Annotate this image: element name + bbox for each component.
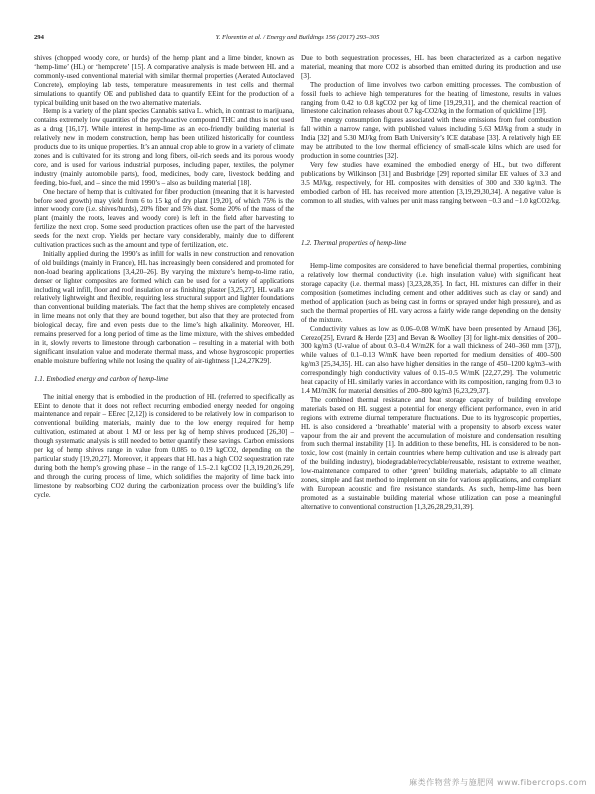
watermark: 麻类作物营养与施肥网 www.fibercrops.com <box>409 778 587 787</box>
section-heading: 1.2. Thermal properties of hemp-lime <box>301 239 407 248</box>
paragraph: One hectare of hemp that is cultivated for fiber production (meaning that it is harvested before seed growth) may yield from 6 to 15 kg of dry plant [19,20], of which 75% is the inner woody core (i.e. shives/hurds), 20% fiber and 5% dust. Some 20% of the mass of the plant (mainly the roots, leaves and woody core) is left in the field after harvesting to fertilize the next crop. Some seed production practices often use the part of the harvested seeds for the next crop. Yields per hectare vary considerably, mainly due to different cultivation practices such as the amount and type of fertilization, etc. <box>34 187 294 250</box>
left-column <box>34 54 294 500</box>
journal-citation: Y. Florentin et al. / Energy and Buildings 156 (2017) 293–305 <box>215 34 380 41</box>
paragraph: The energy consumption figures associated with these emissions from fuel combustion fall within a narrow range, with published values including 5.63 MJ/kg from a study in India [32] and 5.30 MJ/kg from Bath University’s ICE database [33]. A relatively high EE may be attributed to the low thermal efficiency of small-scale kilns which are used for production in some countries [32]. <box>301 116 561 160</box>
paragraph: shives (chopped woody core, or hurds) of the hemp plant and a lime binder, known as ‘hemp-lime’ (HL) or ‘hempcrete’ [15]. A comparative analysis is made between HL and a commonly-used conventional material with similar thermal properties (Aerated Autoclaved Concrete), employing lab tests, temperature measurements in test cells and thermal simulations to quantify OE and published data to quantify EEint for the production of a typical building unit based on the two alternative materials. <box>34 54 294 107</box>
running-header <box>34 34 561 46</box>
section-heading: 1.1. Embodied energy and carbon of hemp-lime <box>34 374 169 383</box>
page-number: 294 <box>34 34 44 41</box>
paragraph: The initial energy that is embodied in the production of HL (referred to specifically as EEint to denote that it does not reflect recurring embodied energy needed for ongoing maintenance and repair – EErec [2,12]) is considered to be relatively low in comparison to conventional building materials, mainly due to the low energy required for hemp cultivation, estimated at about 1 MJ or less per kg of hemp shives produced [26,30] – though systematic analysis is still needed to better quantify these savings. Carbon emissions per kg of hemp shives range in value from 0.085 to 0.19 kgCO2, depending on the particular study [19,20,27]. Moreover, it appears that HL has a high CO2 sequestration rate during both the hemp’s growing phase – in the range of 1.5–2.1 kgCO2 [1,3,19,20,26,29], and through the curing process of lime, which solidifies the majority of lime back into limestone by reabsorbing CO2 during the carbonization process over the building’s life cycle. <box>34 392 294 499</box>
paragraph: Very few studies have examined the embodied energy of HL, but two different publications by Wilkinson [31] and Busbridge [29] reported similar EE values of 3.3 and 3.5 MJ/kg, respectively, for HL composites with densities of 300 and 330 kg/m3. The embodied carbon of HL has received more attention [3,19,29,30,34]. A negative value is common to all studies, with values per unit mass ranging between −0.3 and −1.0 kgCO2/kg. <box>301 160 561 205</box>
paragraph: The production of lime involves two carbon emitting processes. The combustion of fossil fuels to achieve high temperatures for the heating of limestone, results in values ranging from 0.42 to 0.8 kgCO2 per kg of lime [19,29,31], and the chemical reaction of limestone calcination releases about 0.7 kg-CO2/kg in the formation of quicklime [19]. <box>301 80 561 116</box>
paragraph: Hemp-lime composites are considered to have beneficial thermal properties, combining a relatively low thermal conductivity (i.e. high insulation value) with significant heat storage capacity (i.e. thermal mass) [3,23,28,35]. In fact, HL mixtures can differ in their composition (sometimes including cement and other additives such as clay or sand) and method of application (such as being cast in forms or sprayed under high pressure), and as such the thermal properties of HL vary across a fairly wide range depending on the density of the mixture. <box>301 262 561 324</box>
paragraph: The combined thermal resistance and heat storage capacity of building envelope materials based on HL suggest a potential for energy efficient performance, even in arid regions with extreme diurnal temperature fluctuations. Due to its hygroscopic properties, HL is also considered a ‘breathable’ material with a propensity to absorb excess water vapour from the air and prevent the accumulation of moisture and condensation resulting from such thermal instability [1]. In addition to these benefits, HL is considered to be non-toxic, low cost (mainly in certain countries where hemp cultivation and use is already part of the building industry), biodegradable/recyclable/reusable, resistant to extreme weather, low-maintenance compared to other ‘green’ building materials, adaptable to all climate zones, simple and fast method to implement on site for various applications, and compliant with European acoustic and fire resistance standards. As such, hemp-lime has been promoted as a sustainable building material whose utilization can pose a meaningful alternative to conventional construction [1,3,26,28,29,31,39]. <box>301 395 561 511</box>
paragraph: Due to both sequestration processes, HL has been characterized as a carbon negative material, meaning that more CO2 is absorbed than emitted during its production and use [3]. <box>301 54 561 80</box>
paragraph: Initially applied during the 1990’s as infill for walls in new construction and renovation of old buildings (mainly in France), HL has increasingly been considered and promoted for non-load bearing applications [3,4,20–26]. By varying the mixture’s hemp-to-lime ratio, denser or lighter composites are formed which can be used for a variety of applications including wall infill, floor and roof insulation or as finishing plaster [3,25,27]. HL walls are relatively lightweight and flexible, requiring less structural support and lighter foundations than conventional building materials. The fact that the hemp shives are completely encased in lime means not only that they are bound together, but also that they are protected from biological decay, fire and even pests due to the lime’s high alkalinity. Moreover, HL remains preserved for a long period of time as the lime mixture, with the shives embedded in it, slowly reverts to limestone through carbonation – resulting in a material with both significant insulation value and moderate thermal mass, and whose hygroscopic properties enable moisture buffering while not losing the quality of air-tightness [1,24,27K29]. <box>34 249 294 365</box>
right-column <box>301 54 561 512</box>
paragraph: Conductivity values as low as 0.06–0.08 W/mK have been presented by Arnaud [36], Cerezo[25], Evrard & Herde [23] and Bevan & Woolley [3] for light-mix densities of 200–300 kg/m3 (U-value of about 0.3–0.4 W/m2K for a wall thickness of 240–360 mm [37]), while values of 0.1–0.13 W/mK have been reported for medium densities of 400–500 kg/m3 [25,34,35]. HL can also have higher densities in the range of 450–1200 kg/m3–with correspondingly high conductivity values of 0.15–0.5 W/mK [22,27,29]. The volumetric heat capacity of HL similarly varies in accordance with its composition, ranging from 0.3 to 1.4 MJ/m3K for material densities of 200–800 kg/m3 [6,23,29,37]. <box>301 324 561 395</box>
paragraph: Hemp is a variety of the plant species Cannabis sativa L. which, in contrast to marijuana, contains extremely low quantities of the psychoactive compound THC and thus is not used as a drug [16,17]. While interest in hemp-lime as an eco-friendly building material is relatively new in modern construction, hemp has been utilized historically for countless products due to its unique properties. It’s an annual crop able to grow in a variety of climate zones and is cultivated for its strong and long fibers, oil-rich seeds and its porous woody core, and is used for various industrial purposes, including paper, textiles, the polymer industry (mainly automobile parts), food, medicines, body care, livestock bedding and feeding, bio-fuel, and – since the mid 1990’s – also as building material [18]. <box>34 107 294 187</box>
